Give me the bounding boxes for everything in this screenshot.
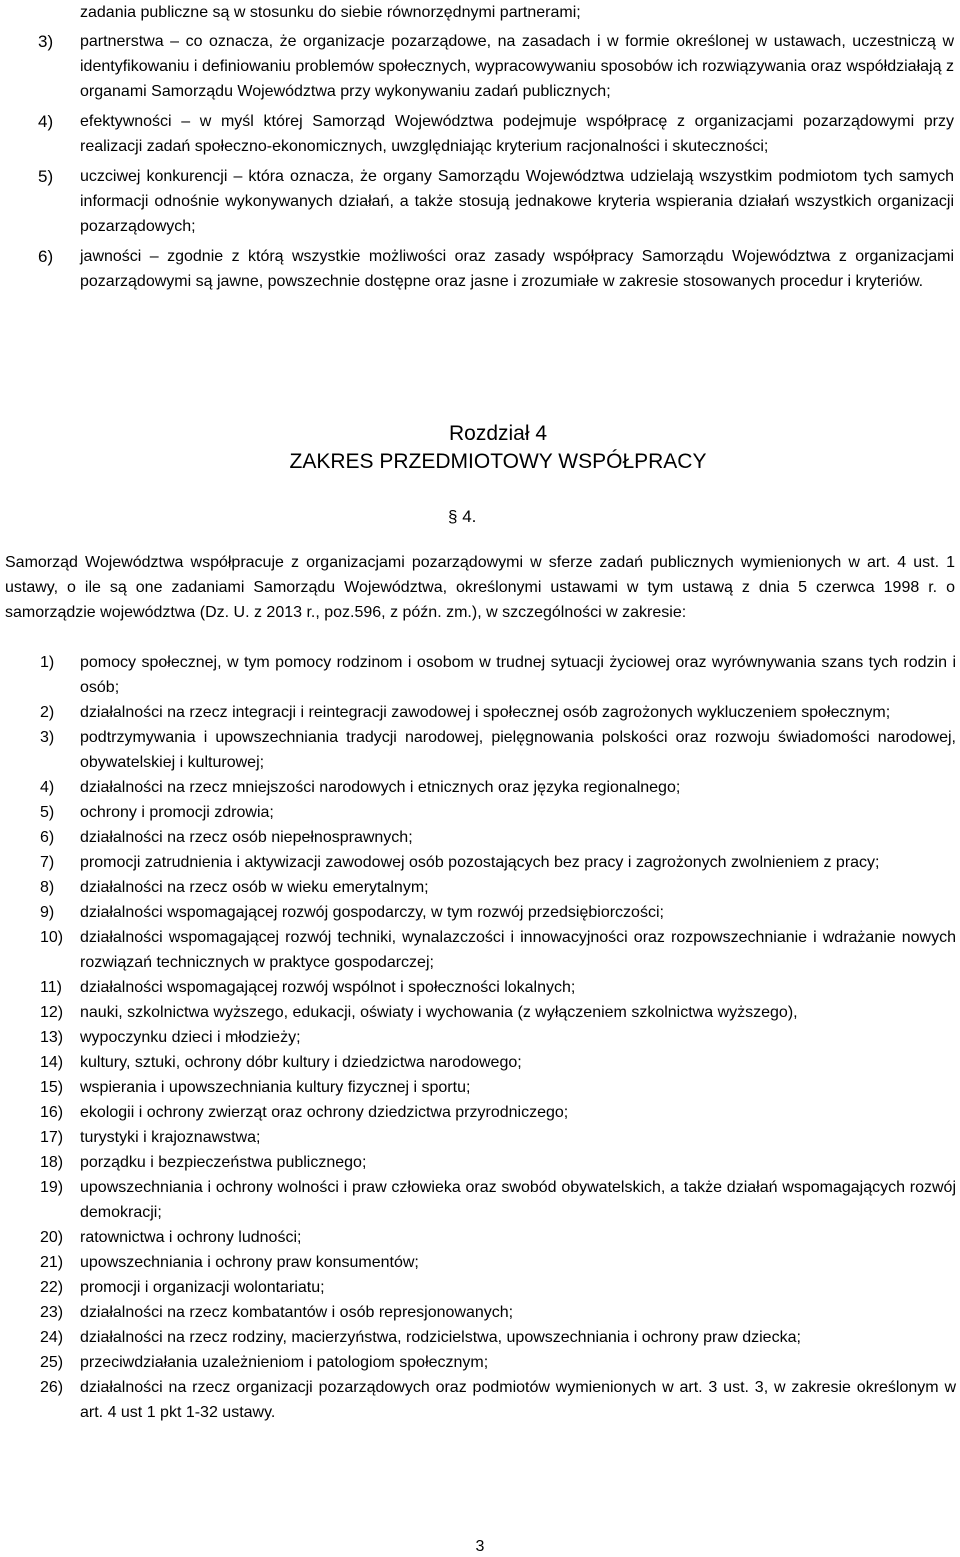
list-text: działalności na rzecz rodziny, macierzyństwa, rodzicielstwa, upowszechniania i ochrony praw dziecka; bbox=[80, 1329, 801, 1346]
list-item bbox=[40, 1100, 956, 1125]
list-text: promocji zatrudnienia i aktywizacji zawodowej osób pozostających bez pracy i zagrożonych zwolnieniem z pracy; bbox=[80, 854, 880, 871]
list-text: działalności wspomagającej rozwój techniki, wynalazczości i innowacyjności oraz rozpowszechnianie i wdrażanie nowych rozwiązań technicznych w praktyce gospodarczej; bbox=[80, 929, 956, 971]
list-item bbox=[40, 1250, 956, 1275]
list-text: działalności na rzecz osób niepełnosprawnych; bbox=[80, 829, 413, 846]
list-number: 5) bbox=[38, 167, 54, 186]
list-text: wypoczynku dzieci i młodzieży; bbox=[80, 1029, 301, 1046]
list-item bbox=[40, 1225, 956, 1250]
list-text: ochrony i promocji zdrowia; bbox=[80, 804, 274, 821]
principles-list bbox=[38, 29, 954, 299]
list-number: 3) bbox=[38, 32, 54, 51]
list-number: 6) bbox=[40, 829, 55, 846]
list-number: 9) bbox=[40, 904, 55, 921]
areas-list bbox=[40, 650, 956, 1425]
list-text: partnerstwa – co oznacza, że organizacje pozarządowe, na zasadach i w formie określonej w ustawach, uczestniczą w identyfikowaniu i definiowaniu problemów społecznych, wypracowywaniu sposobów ich rozwiązywania oraz współdziałają z organami Samorządu Województwa przy wykonywaniu zadań publicznych; bbox=[80, 33, 954, 100]
list-item bbox=[40, 975, 956, 1000]
list-number: 4) bbox=[38, 112, 54, 131]
list-number: 1) bbox=[40, 654, 55, 671]
list-number: 23) bbox=[40, 1304, 64, 1321]
list-item bbox=[38, 29, 954, 104]
list-text: działalności na rzecz integracji i reintegracji zawodowej i społecznej osób zagrożonych wykluczeniem społecznym; bbox=[80, 704, 891, 721]
list-text: podtrzymywania i upowszechniania tradycji narodowej, pielęgnowania polskości oraz rozwoju świadomości narodowej, obywatelskiej i kulturowej; bbox=[80, 729, 956, 771]
list-number: 11) bbox=[40, 979, 62, 996]
list-number: 24) bbox=[40, 1329, 64, 1346]
list-item bbox=[40, 1300, 956, 1325]
list-text: porządku i bezpieczeństwa publicznego; bbox=[80, 1154, 367, 1171]
chapter-title: Rozdział 4 bbox=[448, 422, 548, 445]
list-number: 14) bbox=[40, 1054, 64, 1071]
list-text: upowszechniania i ochrony praw konsumentów; bbox=[80, 1254, 419, 1271]
list-number: 10) bbox=[40, 929, 64, 946]
list-item bbox=[38, 244, 954, 294]
list-number: 20) bbox=[40, 1229, 64, 1246]
list-item bbox=[40, 700, 956, 725]
list-number: 18) bbox=[40, 1154, 64, 1171]
list-number: 7) bbox=[40, 854, 55, 871]
list-text: efektywności – w myśl której Samorząd Województwa podejmuje współpracę z organizacjami pozarządowymi przy realizacji zadań społeczno-ekonomicznych, uwzględniając kryterium racjonalności i skuteczności; bbox=[80, 113, 954, 155]
list-number: 13) bbox=[40, 1029, 64, 1046]
list-number: 22) bbox=[40, 1279, 64, 1296]
list-number: 19) bbox=[40, 1179, 64, 1196]
list-item bbox=[38, 109, 954, 159]
list-text: jawności – zgodnie z którą wszystkie możliwości oraz zasady współpracy Samorządu Województwa z organizacjami pozarządowymi są jawne, powszechnie dostępne oraz jasne i zrozumiałe w zakresie stosowanych procedur i kryteriów. bbox=[80, 248, 954, 290]
list-item bbox=[40, 650, 956, 700]
list-item bbox=[40, 1375, 956, 1425]
list-number: 16) bbox=[40, 1104, 64, 1121]
list-item bbox=[40, 1325, 956, 1350]
list-text: ekologii i ochrony zwierząt oraz ochrony dziedzictwa przyrodniczego; bbox=[80, 1104, 569, 1121]
list-number: 25) bbox=[40, 1354, 64, 1371]
list-text: kultury, sztuki, ochrony dóbr kultury i dziedzictwa narodowego; bbox=[80, 1054, 522, 1071]
chapter-subtitle: ZAKRES PRZEDMIOTOWY WSPÓŁPRACY bbox=[289, 450, 707, 473]
list-item bbox=[40, 925, 956, 975]
list-item bbox=[40, 1050, 956, 1075]
list-number: 26) bbox=[40, 1379, 64, 1396]
continuation-text: zadania publiczne są w stosunku do siebie równorzędnymi partnerami; bbox=[80, 4, 581, 21]
section-sign-icon: § bbox=[448, 507, 463, 526]
list-number: 17) bbox=[40, 1129, 64, 1146]
section-number-text: 4. bbox=[462, 507, 477, 526]
intro-paragraph: Samorząd Województwa współpracuje z organizacjami pozarządowymi w sferze zadań publicznych wymienionych w art. 4 ust. 1 ustawy, o ile są one zadaniami Samorządu Województwa, określonymi ustawami w tym ustawą z dnia 5 czerwca 1998 r. o samorządzie województwa (Dz. U. z 2013 r., poz.596, z późn. zm.), w szczególności w zakresie: bbox=[5, 554, 955, 621]
list-text: promocji i organizacji wolontariatu; bbox=[80, 1279, 325, 1296]
list-number: 2) bbox=[40, 704, 55, 721]
list-item bbox=[38, 164, 954, 239]
list-item bbox=[40, 1000, 956, 1025]
list-number: 12) bbox=[40, 1004, 64, 1021]
list-item bbox=[40, 850, 956, 875]
list-text: nauki, szkolnictwa wyższego, edukacji, oświaty i wychowania (z wyłączeniem szkolnictwa wyższego), bbox=[80, 1004, 798, 1021]
list-text: wspierania i upowszechniania kultury fizycznej i sportu; bbox=[80, 1079, 471, 1096]
list-text: działalności na rzecz organizacji pozarządowych oraz podmiotów wymienionych w art. 3 ust. 3, w zakresie określonym w art. 4 ust 1 pkt 1-32 ustawy. bbox=[80, 1379, 956, 1421]
list-item bbox=[40, 1350, 956, 1375]
list-text: uczciwej konkurencji – która oznacza, że organy Samorządu Województwa udzielają wszystkim podmiotom tych samych informacji odnośnie wykonywanych działań, a także stosują jednakowe kryteria wspierania działań wszystkich organizacji pozarządowych; bbox=[80, 168, 954, 235]
list-item bbox=[40, 1075, 956, 1100]
list-item bbox=[40, 725, 956, 775]
section-number bbox=[448, 504, 476, 529]
list-text: działalności na rzecz kombatantów i osób represjonowanych; bbox=[80, 1304, 514, 1321]
list-item bbox=[40, 1025, 956, 1050]
list-item bbox=[40, 875, 956, 900]
list-text: pomocy społecznej, w tym pomocy rodzinom i osobom w trudnej sytuacji życiowej oraz wyrównywania szans tych rodzin i osób; bbox=[80, 654, 956, 696]
list-text: przeciwdziałania uzależnieniom i patologiom społecznym; bbox=[80, 1354, 489, 1371]
list-text: upowszechniania i ochrony wolności i praw człowieka oraz swobód obywatelskich, a także działań wspomagających rozwój demokracji; bbox=[80, 1179, 956, 1221]
list-number: 15) bbox=[40, 1079, 64, 1096]
list-text: działalności wspomagającej rozwój gospodarczy, w tym rozwój przedsiębiorczości; bbox=[80, 904, 664, 921]
page-number: 3 bbox=[475, 1538, 485, 1555]
list-item bbox=[40, 800, 956, 825]
list-number: 3) bbox=[40, 729, 55, 746]
list-item bbox=[40, 825, 956, 850]
list-item bbox=[40, 1175, 956, 1225]
list-number: 21) bbox=[40, 1254, 64, 1271]
list-text: działalności na rzecz mniejszości narodowych i etnicznych oraz języka regionalnego; bbox=[80, 779, 681, 796]
list-text: ratownictwa i ochrony ludności; bbox=[80, 1229, 302, 1246]
list-number: 6) bbox=[38, 247, 54, 266]
list-item bbox=[40, 775, 956, 800]
list-number: 4) bbox=[40, 779, 55, 796]
list-number: 5) bbox=[40, 804, 55, 821]
list-item bbox=[40, 1275, 956, 1300]
list-item bbox=[40, 900, 956, 925]
list-number: 8) bbox=[40, 879, 55, 896]
list-text: działalności na rzecz osób w wieku emerytalnym; bbox=[80, 879, 429, 896]
list-item bbox=[40, 1150, 956, 1175]
list-text: działalności wspomagającej rozwój wspólnot i społeczności lokalnych; bbox=[80, 979, 576, 996]
list-item bbox=[40, 1125, 956, 1150]
list-text: turystyki i krajoznawstwa; bbox=[80, 1129, 261, 1146]
